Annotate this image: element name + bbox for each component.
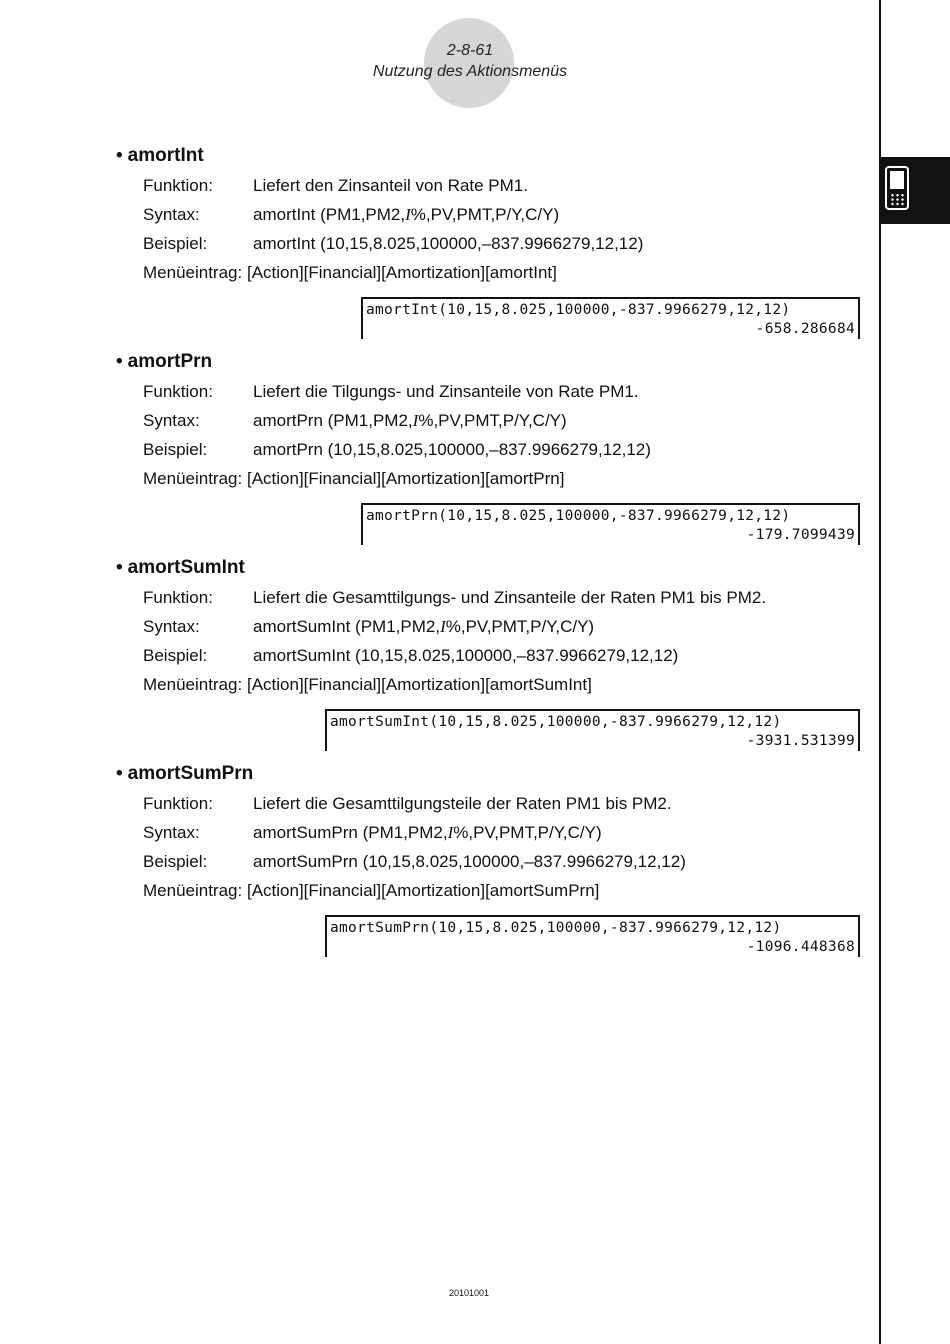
section-title: • amortPrn — [116, 351, 213, 372]
bullet: • — [116, 763, 123, 784]
menu-row: Menüeintrag: [Action][Financial][Amortization][amortSumPrn] — [143, 881, 600, 900]
screen-output: -3931.531399 — [746, 733, 855, 749]
footer-code: 20101001 — [448, 1288, 490, 1298]
section-title: • amortSumPrn — [116, 763, 254, 784]
section-title: • amortSumInt — [116, 557, 245, 578]
calculator-icon — [885, 166, 909, 210]
page-number: 2-8-61 — [446, 42, 494, 59]
bullet: • — [116, 351, 123, 372]
screen-input: amortSumInt(10,15,8.025,100000,-837.9966279,12,12) — [330, 714, 782, 730]
menu-row: Menüeintrag: [Action][Financial][Amortization][amortSumInt] — [143, 675, 592, 694]
calculator-screen — [325, 709, 860, 751]
menu-row: Menüeintrag: [Action][Financial][Amortization][amortInt] — [143, 263, 557, 282]
bullet: • — [116, 145, 123, 166]
section-title: • amortInt — [116, 145, 204, 166]
screen-input: amortSumPrn(10,15,8.025,100000,-837.9966279,12,12) — [330, 920, 782, 936]
page-title: Nutzung des Aktionsmenüs — [372, 63, 568, 80]
screen-output: -658.286684 — [755, 321, 855, 337]
calculator-screen — [361, 297, 860, 339]
screen-input: amortInt(10,15,8.025,100000,-837.9966279,12,12) — [366, 302, 791, 318]
calculator-screen — [325, 915, 860, 957]
screen-input: amortPrn(10,15,8.025,100000,-837.9966279,12,12) — [366, 508, 791, 524]
calculator-screen — [361, 503, 860, 545]
screen-output: -1096.448368 — [746, 939, 855, 955]
screen-output: -179.7099439 — [746, 527, 855, 543]
bullet: • — [116, 557, 123, 578]
menu-row: Menüeintrag: [Action][Financial][Amortization][amortPrn] — [143, 469, 565, 488]
